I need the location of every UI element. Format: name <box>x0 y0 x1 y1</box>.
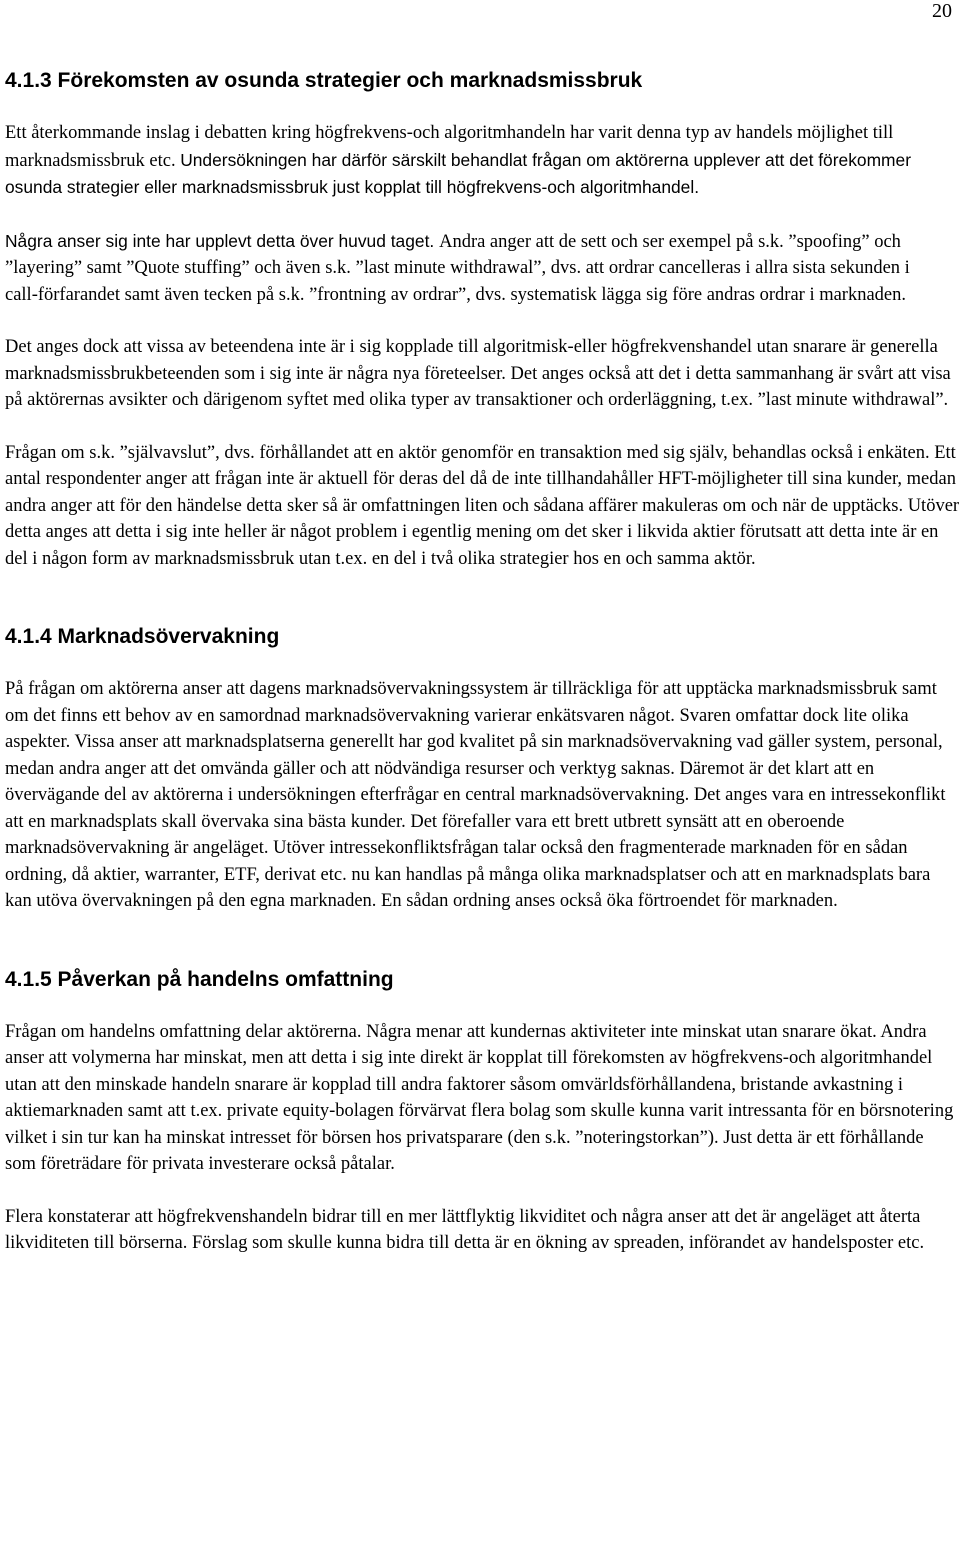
section-heading-4-1-3: 4.1.3 Förekomsten av osunda strategier och marknadsmissbruk <box>5 69 643 92</box>
paragraph-text: Frågan om s.k. ”självavslut”, dvs. förhållandet att en aktör genomför en transaktion med sig själv, behandlas också i enkäten. Ett antal respondenter anger att frågan inte är aktuell för deras del då de inte tillhandahåller HFT-möjligheter till sina kunder, medan andra anger att för den händelse detta sker så är omfattningen liten och sådana affärer makuleras om och när de upptäcks. Utöver detta anges att detta i sig inte heller är något problem i egentlig mening om det sker i likvida aktier förutsatt att detta inte är en del i någon form av marknadsmissbruk utan t.ex. en del i två olika strategier hos en och samma aktör. <box>5 442 960 569</box>
section-heading-4-1-4: 4.1.4 Marknadsövervakning <box>5 625 280 648</box>
paragraph <box>5 676 960 915</box>
paragraph <box>5 228 945 309</box>
paragraph-text: Andra anger att de sett och ser exempel på s.k. ”spoofing” och ”layering” samt ”Quote stuffing” och även s.k. ”last minute withdrawal”, dvs. att ordrar cancelleras i allra sista sekunden i call-förfarandet samt även tecken på s.k. ”frontning av ordrar”, dvs. systematisk lägga sig före andras ordrar i marknaden. <box>5 231 910 305</box>
paragraph-text: På frågan om aktörerna anser att dagens marknadsövervakningssystem är tillräckliga för att upptäcka marknadsmissbruk samt om det finns ett behov av en samordnad marknadsövervakning varierar enkätsvaren något. Svaren omfattar dock lite olika aspekter. Vissa anser att marknadsplatserna generellt har god kvalitet på sin marknadsövervakning vad gäller system, personal, medan andra anger att det omvända gäller och att nödvändiga resurser och verktyg saknas. Däremot är det klart att en övervägande del av aktörerna i undersökningen efterfrågar en central marknadsövervakning. Det anges vara en intressekonflikt att en marknadsplats skall övervaka sina bästa kunder. Det förefaller vara ett brett utbrett synsätt att en oberoende marknadsövervakning är angeläget. Utöver intressekonfliktsfrågan talar också den fragmenterade marknaden för en sådan ordning, då aktier, warranter, ETF, derivat etc. nu kan handlas på många olika marknadsplatser och att en marknadsplats bara kan utöva övervakningen på den egna marknaden. En sådan ordning anses också öka förtroendet för marknaden. <box>5 679 946 911</box>
paragraph-text: Det anges dock att vissa av beteendena inte är i sig kopplade till algoritmisk-eller högfrekvenshandel utan snarare är generella marknadsmissbrukbeteenden som i sig inte är några nya företeelser. Det anges också att det i detta sammanhang är svårt att visa på aktörernas avsikter och därigenom syftet med olika typer av transaktioner och orderläggning, t.ex. ”last minute withdrawal”. <box>5 337 951 410</box>
paragraph-text: Ett återkommande inslag i debatten kring högfrekvens-och algoritmhandeln har varit denna typ av handels möjlighet till marknadsmissbruk etc. <box>5 123 894 171</box>
paragraph-text: Några anser sig inte har upplevt detta över huvud taget. <box>5 230 440 251</box>
page-number: 20 <box>932 0 952 22</box>
document-body <box>5 66 960 1257</box>
paragraph <box>5 440 960 573</box>
paragraph-text: Undersökningen har därför särskilt behandlat frågan om aktörerna upplever att det förekommer osunda strategier eller marknadsmissbruk just kopplat till högfrekvens-och algoritmhandel. <box>5 149 912 197</box>
paragraph <box>5 120 950 202</box>
section-heading-4-1-5: 4.1.5 Påverkan på handelns omfattning <box>5 967 394 991</box>
paragraph-text: Flera konstaterar att högfrekvenshandeln bidrar till en mer lättflyktig likviditet och några anser att det är angeläget att återta likviditeten till börserna. Förslag som skulle kunna bidra till detta är en ökning av spreaden, införandet av handelsposter etc. <box>5 1206 925 1253</box>
paragraph <box>5 334 955 414</box>
paragraph-text: Frågan om handelns omfattning delar aktörerna. Några menar att kundernas aktiviteter inte minskat utan snarare ökat. Andra anser att volymerna har minskat, men att detta i sig inte direkt är kopplat till förekomsten av högfrekvens-och algoritmhandel utan att den minskade handeln snarare är kopplad till andra faktorer såsom omvärldsförhållandena, bristande avkastning i aktiemarknaden samt att t.ex. private equity-bolagen förvärvat flera bolag som skulle kunna varit intressanta för en börsnotering vilket i sin tur kan ha minskat intresset för börsen hos privatsparare (den s.k. ”noteringstorkan”). Just detta är ett förhållande som företrädare för privata investerare också påtalar. <box>5 1021 954 1174</box>
paragraph <box>5 1019 955 1178</box>
paragraph <box>5 1204 955 1257</box>
